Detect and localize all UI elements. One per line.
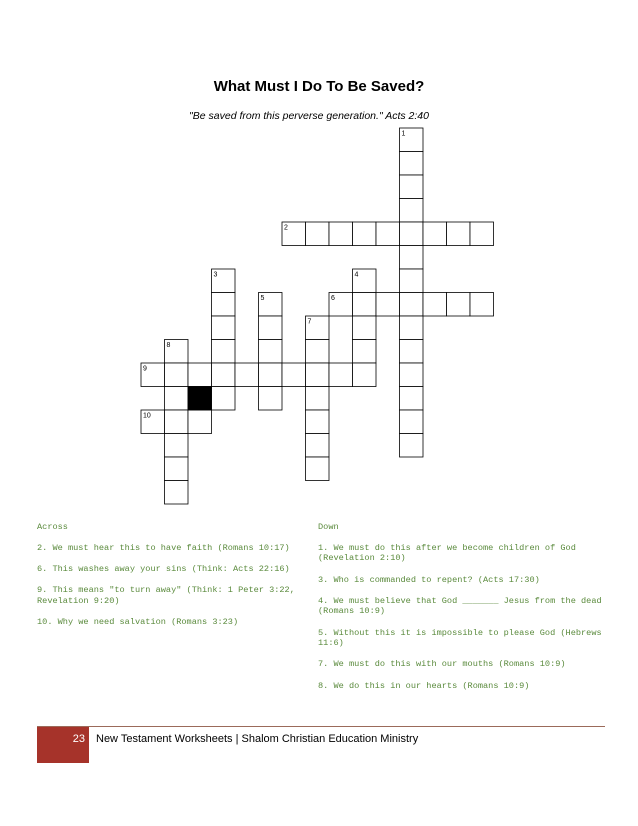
across-clue: 6. This washes away your sins (Think: Acts 22:16) [37,563,290,574]
crossword-cell [165,363,189,387]
crossword-cell [400,363,424,387]
crossword-cell [165,387,189,411]
clue-number: 10 [143,412,151,420]
crossword-cell [353,293,377,317]
crossword-cell [353,340,377,364]
crossword-cell [400,434,424,458]
crossword-cell [306,363,330,387]
down-clue: 3. Who is commanded to repent? (Acts 17:30) [318,574,540,585]
crossword-cell [212,363,236,387]
crossword-cell [329,222,353,246]
crossword-cell [212,316,236,340]
down-clue: 8. We do this in our hearts (Romans 10:9) [318,680,530,691]
crossword-cell [306,387,330,411]
crossword-cell [165,410,189,434]
crossword-cell [353,222,377,246]
clue-number: 5 [260,295,265,302]
crossword-cell [306,340,330,364]
footer-text: New Testament Worksheets | Shalom Christian Education Ministry [96,733,419,745]
crossword-cell [329,363,353,387]
across-clue: 10. Why we need salvation (Romans 3:23) [37,616,239,627]
crossword-cell [400,175,424,199]
clue-number: 6 [331,295,335,302]
page-subtitle: "Be saved from this perverse generation." Acts 2:40 [189,110,429,122]
down-clues [318,511,608,702]
crossword-cell [306,457,330,481]
across-clues [37,511,297,638]
crossword-cell [400,340,424,364]
clue-number: 9 [143,365,147,373]
crossword-cell [423,293,447,317]
crossword-cell [259,340,283,364]
crossword-cell [376,293,400,317]
crossword-cell [400,246,424,270]
crossword-cell [165,481,189,505]
crossword-cell [259,387,283,411]
clue-number: 1 [401,130,406,138]
crossword-cell [306,434,330,458]
down-clue: 5. Without this it is impossible to please God (Hebrews 11:6) [318,627,602,649]
crossword-cell [400,269,424,293]
crossword-block [188,387,212,411]
crossword-cell [423,222,447,246]
crossword-cell [212,340,236,364]
crossword-cell [353,316,377,340]
down-heading: Down [318,521,339,532]
down-clue: 1. We must do this after we become children of God (Revelation 2:10) [318,542,576,564]
crossword-cell [353,363,377,387]
crossword-cell [400,152,424,176]
crossword-cell [282,363,306,387]
crossword-cell [259,316,283,340]
crossword-cell [400,222,424,246]
crossword-cell [212,293,236,317]
crossword-cell [306,222,330,246]
clue-number: 2 [284,224,288,232]
crossword-cell [165,457,189,481]
crossword-cell [165,434,189,458]
down-clue: 7. We must do this with our mouths (Romans 10:9) [318,659,566,670]
crossword-cell [447,293,471,317]
crossword-cell [470,222,494,246]
crossword-cell [235,363,259,387]
clue-number: 3 [213,271,218,279]
footer-divider [37,726,605,727]
clue-number: 4 [354,271,359,279]
crossword-cell [400,293,424,317]
crossword-cell [400,316,424,340]
crossword-cell [470,293,494,317]
crossword-cell [306,410,330,434]
crossword-cell [400,387,424,411]
across-clue: 9. This means "to turn away" (Think: 1 Peter 3:22, Revelation 9:20) [37,585,295,606]
across-heading: Across [37,521,68,532]
crossword-cell [259,363,283,387]
crossword-cell [376,222,400,246]
across-clue: 2. We must hear this to have faith (Romans 10:17) [37,542,290,553]
page-title: What Must I Do To Be Saved? [213,78,425,95]
crossword-cell [447,222,471,246]
down-clue: 4. We must believe that God _______ Jesus from the dead (Romans 10:9) [318,595,602,617]
crossword-cell [188,410,212,434]
crossword-cell [188,363,212,387]
crossword-cell [212,387,236,411]
crossword-cell [400,410,424,434]
clue-number: 8 [166,342,171,349]
clue-number: 7 [307,318,312,326]
page-number: 23 [37,727,89,763]
crossword-cell [400,199,424,223]
